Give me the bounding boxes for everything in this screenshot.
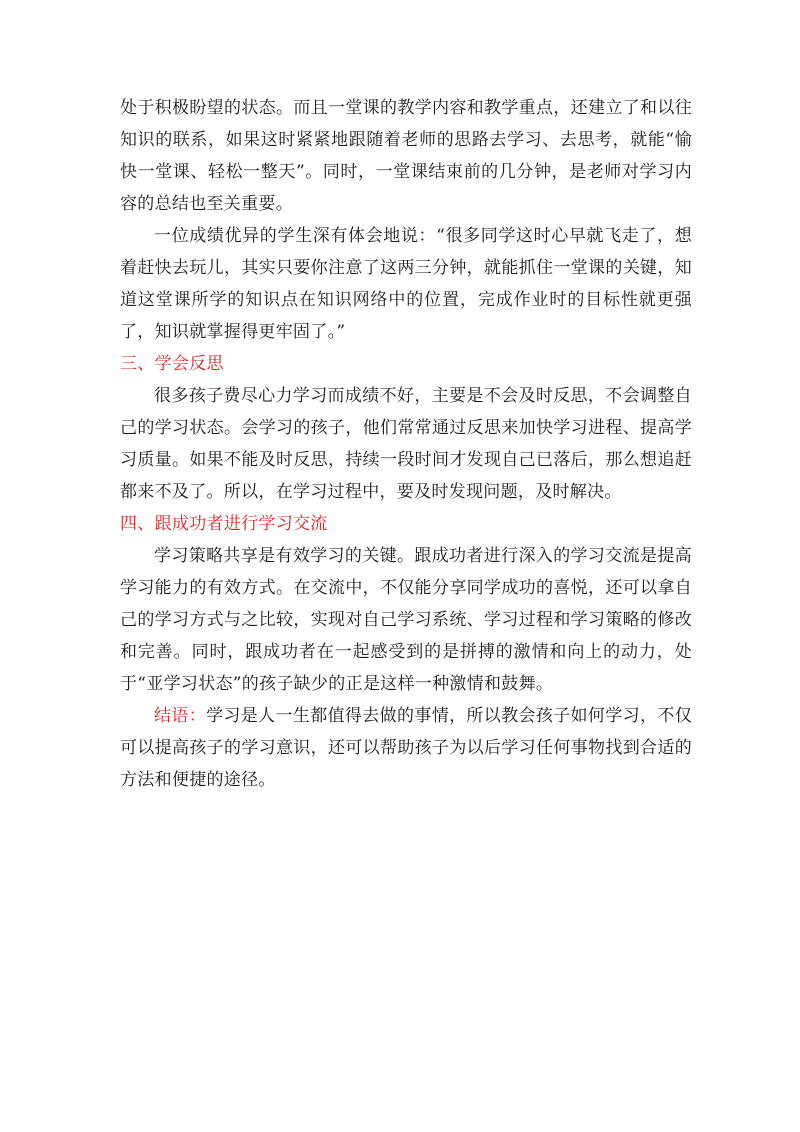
paragraph-continuation: 处于积极盼望的状态。而且一堂课的教学内容和教学重点，还建立了和以往知识的联系，如果这时紧紧地跟随着老师的思路去学习、去思考，就能“愉快一堂课、轻松一整天”。同时，一堂课结束前的几分钟，是老师对学习内容的总结也至关重要。 <box>120 98 692 214</box>
section-heading-reflect: 三、学会反思 <box>120 354 224 374</box>
conclusion-label: 结语： <box>154 706 207 726</box>
paragraph-exchange: 学习策略共享是有效学习的关键。跟成功者进行深入的学习交流是提高学习能力的有效方式。在交流中，不仅能分享同学成功的喜悦，还可以拿自己的学习方式与之比较，实现对自己学习系统、学习过程和学习策略的修改和完善。同时，跟成功者在一起感受到的是拼搏的激情和向上的动力，处于“亚学习状态”的孩子缺少的正是这样一种激情和鼓舞。 <box>120 546 692 694</box>
paragraph-conclusion <box>120 700 692 796</box>
paragraph-reflect: 很多孩子费尽心力学习而成绩不好，主要是不会及时反思，不会调整自己的学习状态。会学习的孩子，他们常常通过反思来加快学习进程、提高学习质量。如果不能及时反思，持续一段时间才发现自己已落后，那么想追赶都来不及了。所以，在学习过程中，要及时发现问题，及时解决。 <box>120 386 692 502</box>
paragraph-quote: 一位成绩优异的学生深有体会地说：“很多同学这时心早就飞走了，想着赶快去玩儿，其实只要你注意了这两三分钟，就能抓住一堂课的关键，知道这堂课所学的知识点在知识网络中的位置，完成作业时的目标性就更强了，知识就掌握得更牢固了。” <box>120 226 692 342</box>
conclusion-text: 学习是人一生都值得去做的事情，所以教会孩子如何学习，不仅可以提高孩子的学习意识，还可以帮助孩子为以后学习任何事物找到合适的方法和便捷的途径。 <box>120 706 692 790</box>
document-body <box>120 92 692 796</box>
section-heading-exchange: 四、跟成功者进行学习交流 <box>120 514 328 534</box>
